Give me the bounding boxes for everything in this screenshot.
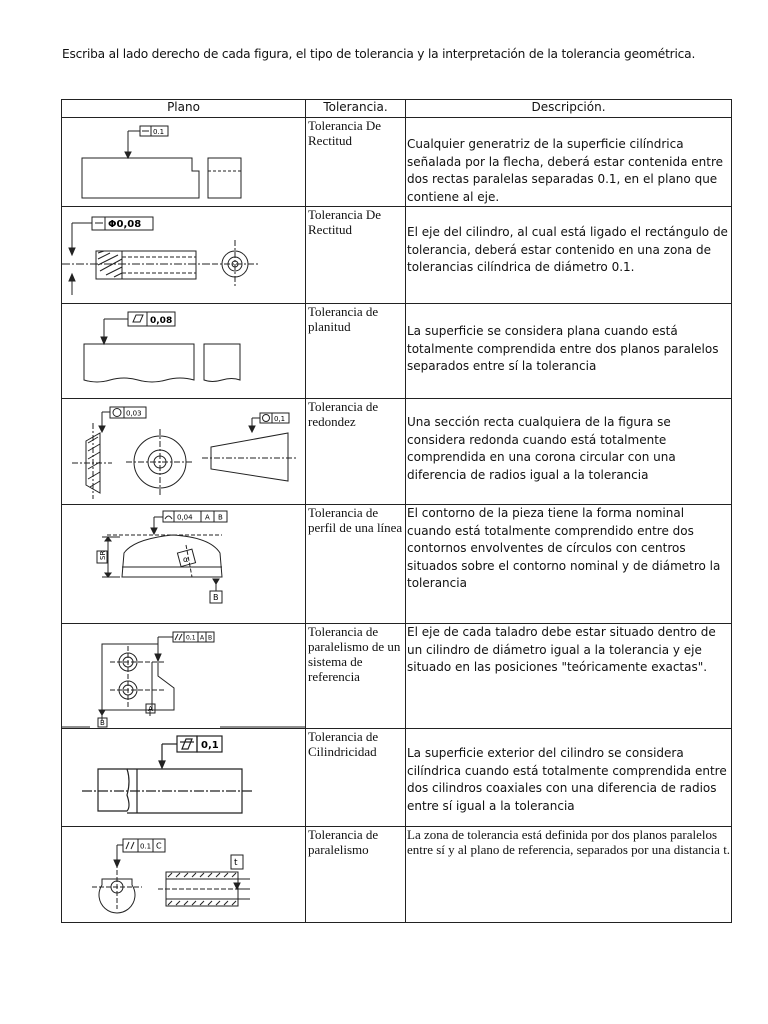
table-row — [62, 827, 732, 923]
tipo-cell: Tolerancia De Rectitud — [306, 207, 406, 304]
tolerance-value-label: 0.1 — [140, 842, 152, 851]
table-header-row — [62, 100, 732, 118]
drawing-cell — [62, 207, 306, 304]
drawing-cell — [62, 399, 306, 505]
descripcion-text: La superficie exterior del cilindro se considera cilíndrica cuando está totalmente comprendida entre dos cilindros coaxiales con una diferencia de radios entre sí igual a la tolerancia — [407, 746, 727, 813]
tolerance-value-label: 0,1 — [186, 634, 196, 642]
descripcion-text: La superficie se considera plana cuando está totalmente comprendida entre dos planos paralelos separados entre sí la tolerancia — [407, 324, 719, 373]
tolerance-value-label: 0,08 — [150, 316, 173, 326]
table-row — [62, 399, 732, 505]
straightness-axis-figure — [62, 207, 305, 303]
descripcion-cell — [406, 304, 732, 399]
drawing-cell — [62, 729, 306, 827]
header-plano: Plano — [62, 100, 306, 118]
descripcion-text: Una sección recta cualquiera de la figura se considera redonda cuando está totalmente comprendida en una corona circular con una diferencia de radios igual a la tolerancia — [407, 415, 676, 482]
tolerance-table — [61, 99, 732, 923]
descripcion-text: El eje del cilindro, al cual está ligado el rectángulo de tolerancia, deberá estar contenido en una zona de tolerancias cilíndrica de diámetro 0.1. — [407, 225, 728, 274]
line-profile-figure — [62, 505, 305, 623]
table-row — [62, 729, 732, 827]
descripcion-cell — [406, 399, 732, 505]
t-label: t — [234, 858, 238, 868]
header-tolerancia: Tolerancia. — [306, 100, 406, 118]
tolerance-value-label: 0,03 — [126, 409, 142, 418]
descripcion-text: El contorno de la pieza tiene la forma nominal cuando está totalmente comprendido entre dos contornos envolventes de círculos con centros situados sobre el contorno nominal y de diámetro la tolerancia — [407, 506, 721, 590]
roundness-figure — [62, 399, 305, 504]
table-row — [62, 624, 732, 729]
tolerance-value-label: 0,1 — [201, 740, 219, 751]
drawing-cell — [62, 624, 306, 729]
flatness-figure — [62, 304, 305, 398]
tipo-cell: Tolerancia De Rectitud — [306, 118, 406, 207]
straightness-figure — [62, 118, 305, 204]
table-row — [62, 304, 732, 399]
tipo-cell: Tolerancia de paralelismo — [306, 827, 406, 923]
descripcion-text: El eje de cada taladro debe estar situado dentro de un cilindro de diámetro igual a la tolerancia y eje situado en las posiciones "teóricamente exactas". — [407, 625, 716, 674]
dimension-label: SR — [99, 550, 107, 560]
tolerance-value-label: Φ0,08 — [108, 219, 142, 230]
datum-ref-label: B — [208, 634, 213, 642]
tipo-cell: Tolerancia de redondez — [306, 399, 406, 505]
descripcion-cell — [406, 505, 732, 624]
tipo-cell: Tolerancia de planitud — [306, 304, 406, 399]
instructions-text: Escriba al lado derecho de cada figura, el tipo de tolerancia y la interpretación de la tolerancia geométrica. — [62, 47, 696, 61]
datum-ref-label: B — [218, 513, 223, 522]
position-figure — [62, 624, 305, 728]
descripcion-cell — [406, 207, 732, 304]
table-row — [62, 207, 732, 304]
header-descripcion: Descripción. — [406, 100, 732, 118]
table-row — [62, 505, 732, 624]
tolerance-value-label: 0,1 — [274, 415, 286, 423]
descripcion-cell — [406, 624, 732, 729]
tipo-cell: Tolerancia de Cilindricidad — [306, 729, 406, 827]
datum-ref-label: A — [205, 513, 210, 522]
drawing-cell — [62, 118, 306, 207]
parallelism-figure — [62, 827, 305, 922]
drawing-cell — [62, 505, 306, 624]
datum-label: B — [100, 719, 105, 727]
tolerance-value-label: 0.1 — [153, 128, 165, 136]
descripcion-text: La zona de tolerancia está definida por dos planos paralelos entre sí y al plano de referencia, separados por una distancia t. — [407, 827, 731, 857]
cylindricity-figure — [62, 729, 305, 826]
descripcion-cell — [406, 118, 732, 207]
angle-label: α — [183, 555, 189, 564]
descripcion-text: Cualquier generatriz de la superficie cilíndrica señalada por la flecha, deberá estar contenida entre dos rectas paralelas separadas 0.1, en el plano que contiene al eje. — [407, 137, 724, 204]
tolerance-value-label: 0,04 — [177, 513, 193, 522]
table-row — [62, 118, 732, 207]
tipo-cell: Tolerancia de perfil de una línea — [306, 505, 406, 624]
descripcion-cell — [406, 729, 732, 827]
tipo-cell: Tolerancia de paralelismo de un sistema de referencia — [306, 624, 406, 729]
datum-ref-label: A — [200, 634, 205, 642]
datum-label: A — [148, 705, 153, 713]
datum-label: B — [213, 593, 219, 602]
descripcion-cell — [406, 827, 732, 923]
drawing-cell — [62, 827, 306, 923]
datum-ref-label: C — [156, 841, 162, 851]
drawing-cell — [62, 304, 306, 399]
